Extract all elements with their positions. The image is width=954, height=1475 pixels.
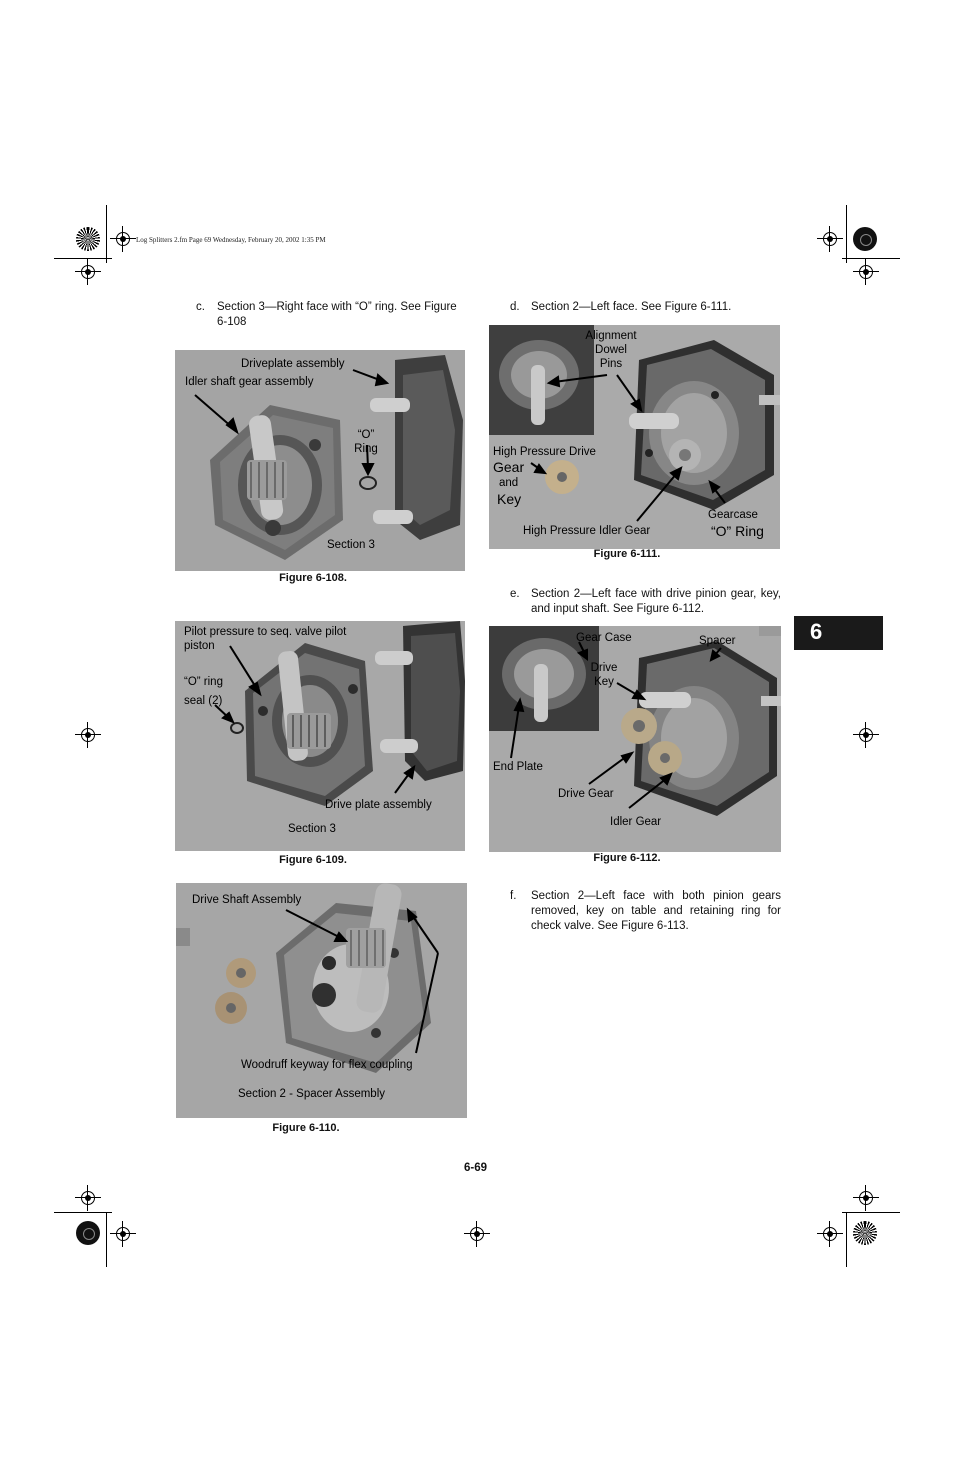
step-marker: e. xyxy=(510,588,520,600)
crop-mark xyxy=(842,1212,900,1213)
step-c xyxy=(196,300,467,330)
crosshair-icon xyxy=(853,722,879,748)
crosshair-icon xyxy=(817,1221,843,1247)
label-section: Section 3 xyxy=(327,539,375,551)
label-spacer: Spacer xyxy=(699,635,736,647)
label-drive-gear: Drive Gear xyxy=(558,788,614,800)
step-text: Section 2—Left face with both pinion gears removed, key on table and retaining ring for check valve. See Figure 6-113. xyxy=(531,890,781,932)
crop-mark xyxy=(106,1212,107,1267)
crosshair-icon xyxy=(75,1185,101,1211)
label-and: and xyxy=(499,477,519,489)
crosshair-icon xyxy=(853,259,879,285)
registration-disc-icon xyxy=(76,1221,100,1245)
page-number: 6-69 xyxy=(464,1162,488,1174)
crosshair-icon xyxy=(75,722,101,748)
print-header: Log Splitters 2.fm Page 69 Wednesday, February 20, 2002 1:35 PM xyxy=(136,236,326,244)
registration-disc-icon xyxy=(853,227,877,251)
step-text: Section 3—Right face with “O” ring. See Figure 6-108 xyxy=(217,301,457,328)
label-idler-gear: High Pressure Idler Gear xyxy=(523,525,651,537)
figure-6-108-photo xyxy=(175,350,465,571)
label-gear: Gear xyxy=(493,459,525,475)
step-marker: c. xyxy=(196,301,205,313)
step-text: Section 2—Left face. See Figure 6-111. xyxy=(531,301,732,313)
step-marker: d. xyxy=(510,301,520,313)
crosshair-icon xyxy=(853,1185,879,1211)
step-f xyxy=(510,889,781,934)
crosshair-icon xyxy=(110,226,136,252)
figure-6-109-photo xyxy=(175,621,465,851)
figure-6-112-photo xyxy=(489,626,781,852)
figure-caption: Figure 6-108. xyxy=(279,572,347,584)
label-o-ring-seal: “O” ring seal (2) xyxy=(184,676,223,707)
crop-mark xyxy=(846,1212,847,1267)
label-idler-shaft: Idler shaft gear assembly xyxy=(185,376,314,388)
step-marker: f. xyxy=(510,890,517,902)
crop-mark xyxy=(106,205,107,263)
label-section: Section 2 - Spacer Assembly xyxy=(238,1088,386,1100)
label-o-ring: “O” Ring xyxy=(711,523,764,539)
figure-caption: Figure 6-110. xyxy=(272,1122,340,1134)
step-text: Section 2—Left face with drive pinion gear, key, and input shaft. See Figure 6-112. xyxy=(531,588,781,615)
label-drive-shaft: Drive Shaft Assembly xyxy=(192,894,302,906)
step-e xyxy=(510,587,781,617)
crosshair-icon xyxy=(817,226,843,252)
label-high-pressure-drive: High Pressure Drive xyxy=(493,446,596,458)
label-pilot-pressure: Pilot pressure to seq. valve pilot piston xyxy=(184,626,347,652)
chapter-tab: 6 xyxy=(794,616,883,650)
label-idler-gear: Idler Gear xyxy=(610,816,662,828)
label-o-ring: “O” Ring xyxy=(354,429,378,455)
crosshair-icon xyxy=(75,259,101,285)
figure-caption: Figure 6-112. xyxy=(593,852,661,864)
figure-caption: Figure 6-111. xyxy=(593,548,661,560)
label-driveplate-assembly: Driveplate assembly xyxy=(241,358,345,370)
label-alignment-dowel-pins: Alignment Dowel Pins xyxy=(585,330,637,370)
crop-mark xyxy=(54,1212,112,1213)
figure-6-110-photo xyxy=(176,883,467,1118)
crosshair-icon xyxy=(110,1221,136,1247)
figure-caption: Figure 6-109. xyxy=(279,854,347,866)
figure-6-111-photo xyxy=(489,325,780,549)
label-section: Section 3 xyxy=(288,823,336,835)
label-gearcase: Gearcase xyxy=(708,509,758,521)
crosshair-icon xyxy=(464,1221,490,1247)
registration-disc-icon xyxy=(853,1221,877,1245)
crop-mark xyxy=(846,205,847,263)
label-drive-plate-assembly: Drive plate assembly xyxy=(325,799,432,811)
label-end-plate: End Plate xyxy=(493,761,543,773)
label-drive-key: Drive Key xyxy=(590,662,618,688)
step-d xyxy=(510,300,781,315)
label-key: Key xyxy=(497,491,522,507)
registration-disc-icon xyxy=(76,227,100,251)
label-woodruff-keyway: Woodruff keyway for flex coupling xyxy=(241,1059,413,1071)
label-gear-case: Gear Case xyxy=(576,632,632,644)
